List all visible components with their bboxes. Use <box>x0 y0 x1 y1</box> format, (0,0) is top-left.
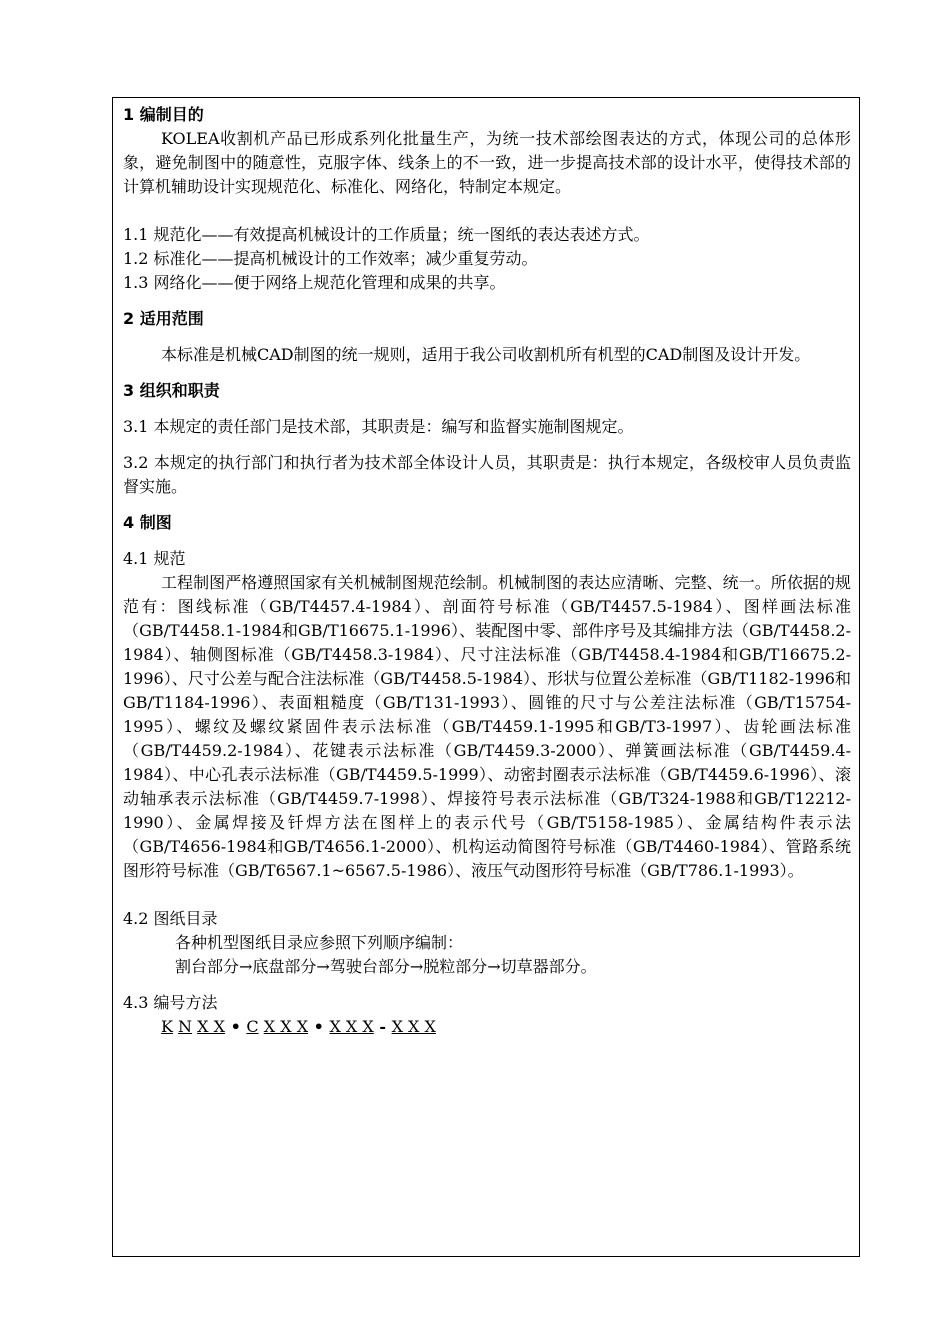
code-dash: - <box>373 1017 392 1036</box>
section-4-1-paragraph: 工程制图严格遵照国家有关机械制图规范绘制。机械制图的表达应清晰、完整、统一。所依据的规范有：图线标准（GB/T4457.4-1984）、剖面符号标准（GB/T4457.5-1984）、图样画法标准（GB/T4458.1-1984和GB/T16675.1-1996）、装配图中零、部件序号及其编排方法（GB/T4458.2-1984）、轴侧图标准（GB/T4458.3-1984）、尺寸注法标准（GB/T4458.4-1984和GB/T16675.2-1996）、尺寸公差与配合注法标准（GB/T4458.5-1984）、形状与位置公差标准（GB/T1182-1996和GB/T1184-1996）、表面粗糙度（GB/T131-1993）、圆锥的尺寸与公差注法标准（GB/T15754-1995）、螺纹及螺纹紧固件表示法标准（GB/T4459.1-1995和GB/T3-1997）、齿轮画法标准（GB/T4459.2-1984）、花键表示法标准（GB/T4459.3-2000）、弹簧画法标准（GB/T4459.4-1984）、中心孔表示法标准（GB/T4459.5-1999）、动密封圈表示法标准（GB/T4459.6-1996）、滚动轴承表示法标准（GB/T4459.7-1998）、焊接符号表示法标准（GB/T324-1988和GB/T12212-1990）、金属焊接及钎焊方法在图样上的表示代号（GB/T5158-1985）、金属结构件表示法（GB/T4656-1984和GB/T4656.1-2000）、机构运动简图符号标准（GB/T4460-1984）、管路系统图形符号标准（GB/T6567.1~6567.5-1986）、液压气动图形符号标准（GB/T786.1-1993）。 <box>123 573 851 880</box>
code-xxx: X X X <box>329 1017 374 1036</box>
section-4-2-title: 4.2 图纸目录 <box>123 909 218 928</box>
document-body <box>123 103 851 1039</box>
section-3-1-paragraph: 3.1 本规定的责任部门是技术部，其职责是：编写和监督实施制图规定。 <box>123 417 634 436</box>
code-dot: • <box>308 1017 330 1036</box>
code-dot: • <box>225 1017 247 1036</box>
section-1-item: 1.3 网络化——便于网络上规范化管理和成果的共享。 <box>123 273 506 292</box>
code-xxx: X X X <box>263 1017 309 1036</box>
code-k: K <box>161 1017 173 1036</box>
section-3-heading: 3 组织和职责 <box>123 381 220 400</box>
section-1-paragraph: KOLEA收割机产品已形成系列化批量生产，为统一技术部绘图表达的方式，体现公司的总体形象，避免制图中的随意性，克服字体、线条上的不一致，进一步提高技术部的设计水平，使得技术部的计算机辅助设计实现规范化、标准化、网络化，特制定本规定。 <box>123 129 851 196</box>
code-xx: X X <box>197 1017 226 1036</box>
section-4-2-paragraph: 各种机型图纸目录应参照下列顺序编制： <box>175 933 464 952</box>
section-4-3-title: 4.3 编号方法 <box>123 993 218 1012</box>
section-4-1-title: 4.1 规范 <box>123 549 186 568</box>
section-2-heading: 2 适用范围 <box>123 309 204 328</box>
code-xxx: X X X <box>391 1017 436 1036</box>
section-1-item: 1.1 规范化——有效提高机械设计的工作质量；统一图纸的表达表述方式。 <box>123 225 650 244</box>
document-frame <box>112 97 860 1257</box>
section-1-heading: 1 编制目的 <box>123 105 204 124</box>
section-3-2-paragraph: 3.2 本规定的执行部门和执行者为技术部全体设计人员，其职责是：执行本规定，各级校审人员负责监督实施。 <box>123 453 851 496</box>
code-n: N <box>178 1017 193 1036</box>
numbering-format <box>123 1015 851 1039</box>
section-2-paragraph: 本标准是机械CAD制图的统一规则，适用于我公司收割机所有机型的CAD制图及设计开发。 <box>161 345 811 364</box>
section-1-item: 1.2 标准化——提高机械设计的工作效率；减少重复劳动。 <box>123 249 538 268</box>
section-4-2-order: 割台部分→底盘部分→驾驶台部分→脱粒部分→切草器部分。 <box>175 957 597 976</box>
code-c: C <box>246 1017 259 1036</box>
section-4-heading: 4 制图 <box>123 513 172 532</box>
